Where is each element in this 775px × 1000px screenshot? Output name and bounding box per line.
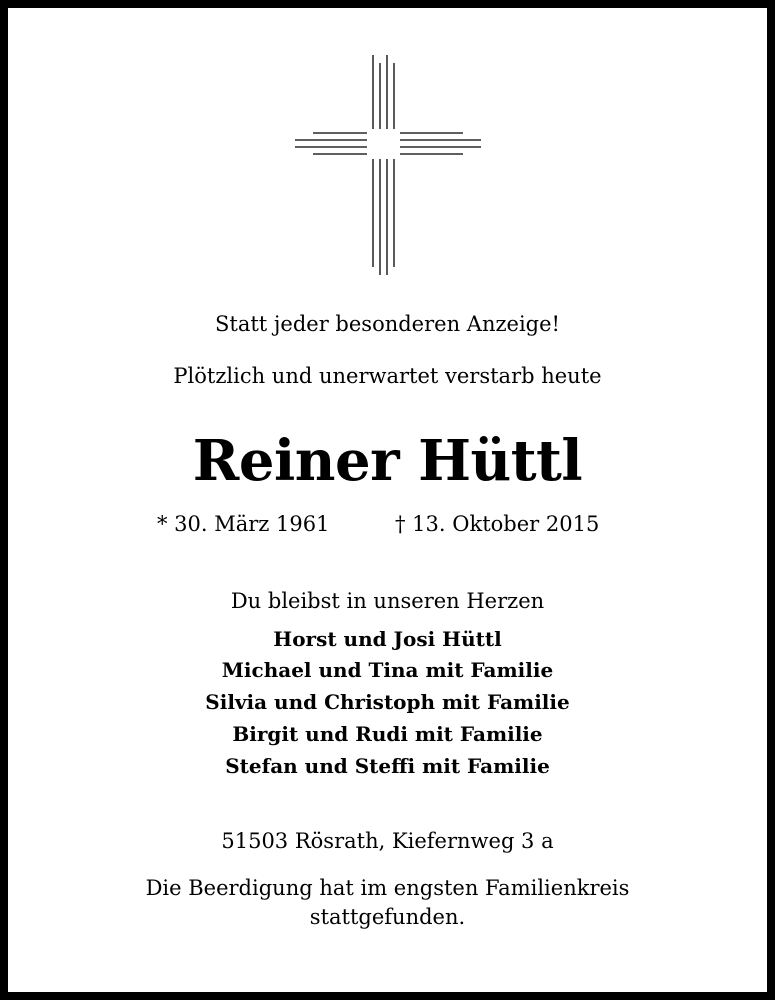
- address: 51503 Rösrath, Kiefernweg 3 a: [221, 829, 554, 853]
- death-date: † 13. Oktober 2015: [395, 512, 600, 536]
- birth-date: * 30. März 1961: [157, 512, 330, 536]
- intro-line: Statt jeder besonderen Anzeige!: [215, 312, 560, 336]
- cross-icon: [295, 55, 481, 275]
- mourner-name: Horst und Josi Hüttl: [273, 627, 502, 651]
- mourner-name: Birgit und Rudi mit Familie: [232, 722, 543, 746]
- mourner-name: Stefan und Steffi mit Familie: [225, 754, 550, 778]
- mourner-name: Silvia und Christoph mit Familie: [205, 690, 570, 714]
- mourner-name: Michael und Tina mit Familie: [221, 658, 554, 682]
- deceased-name: Reiner Hüttl: [192, 428, 583, 494]
- farewell-line: Du bleibst in unseren Herzen: [230, 589, 545, 613]
- funeral-note: Die Beerdigung hat im engsten Familienkreis: [145, 876, 630, 900]
- life-dates: [0, 511, 775, 541]
- intro-line-announcement: Plötzlich und unerwartet verstarb heute: [173, 364, 602, 388]
- funeral-note-continued: stattgefunden.: [309, 905, 466, 929]
